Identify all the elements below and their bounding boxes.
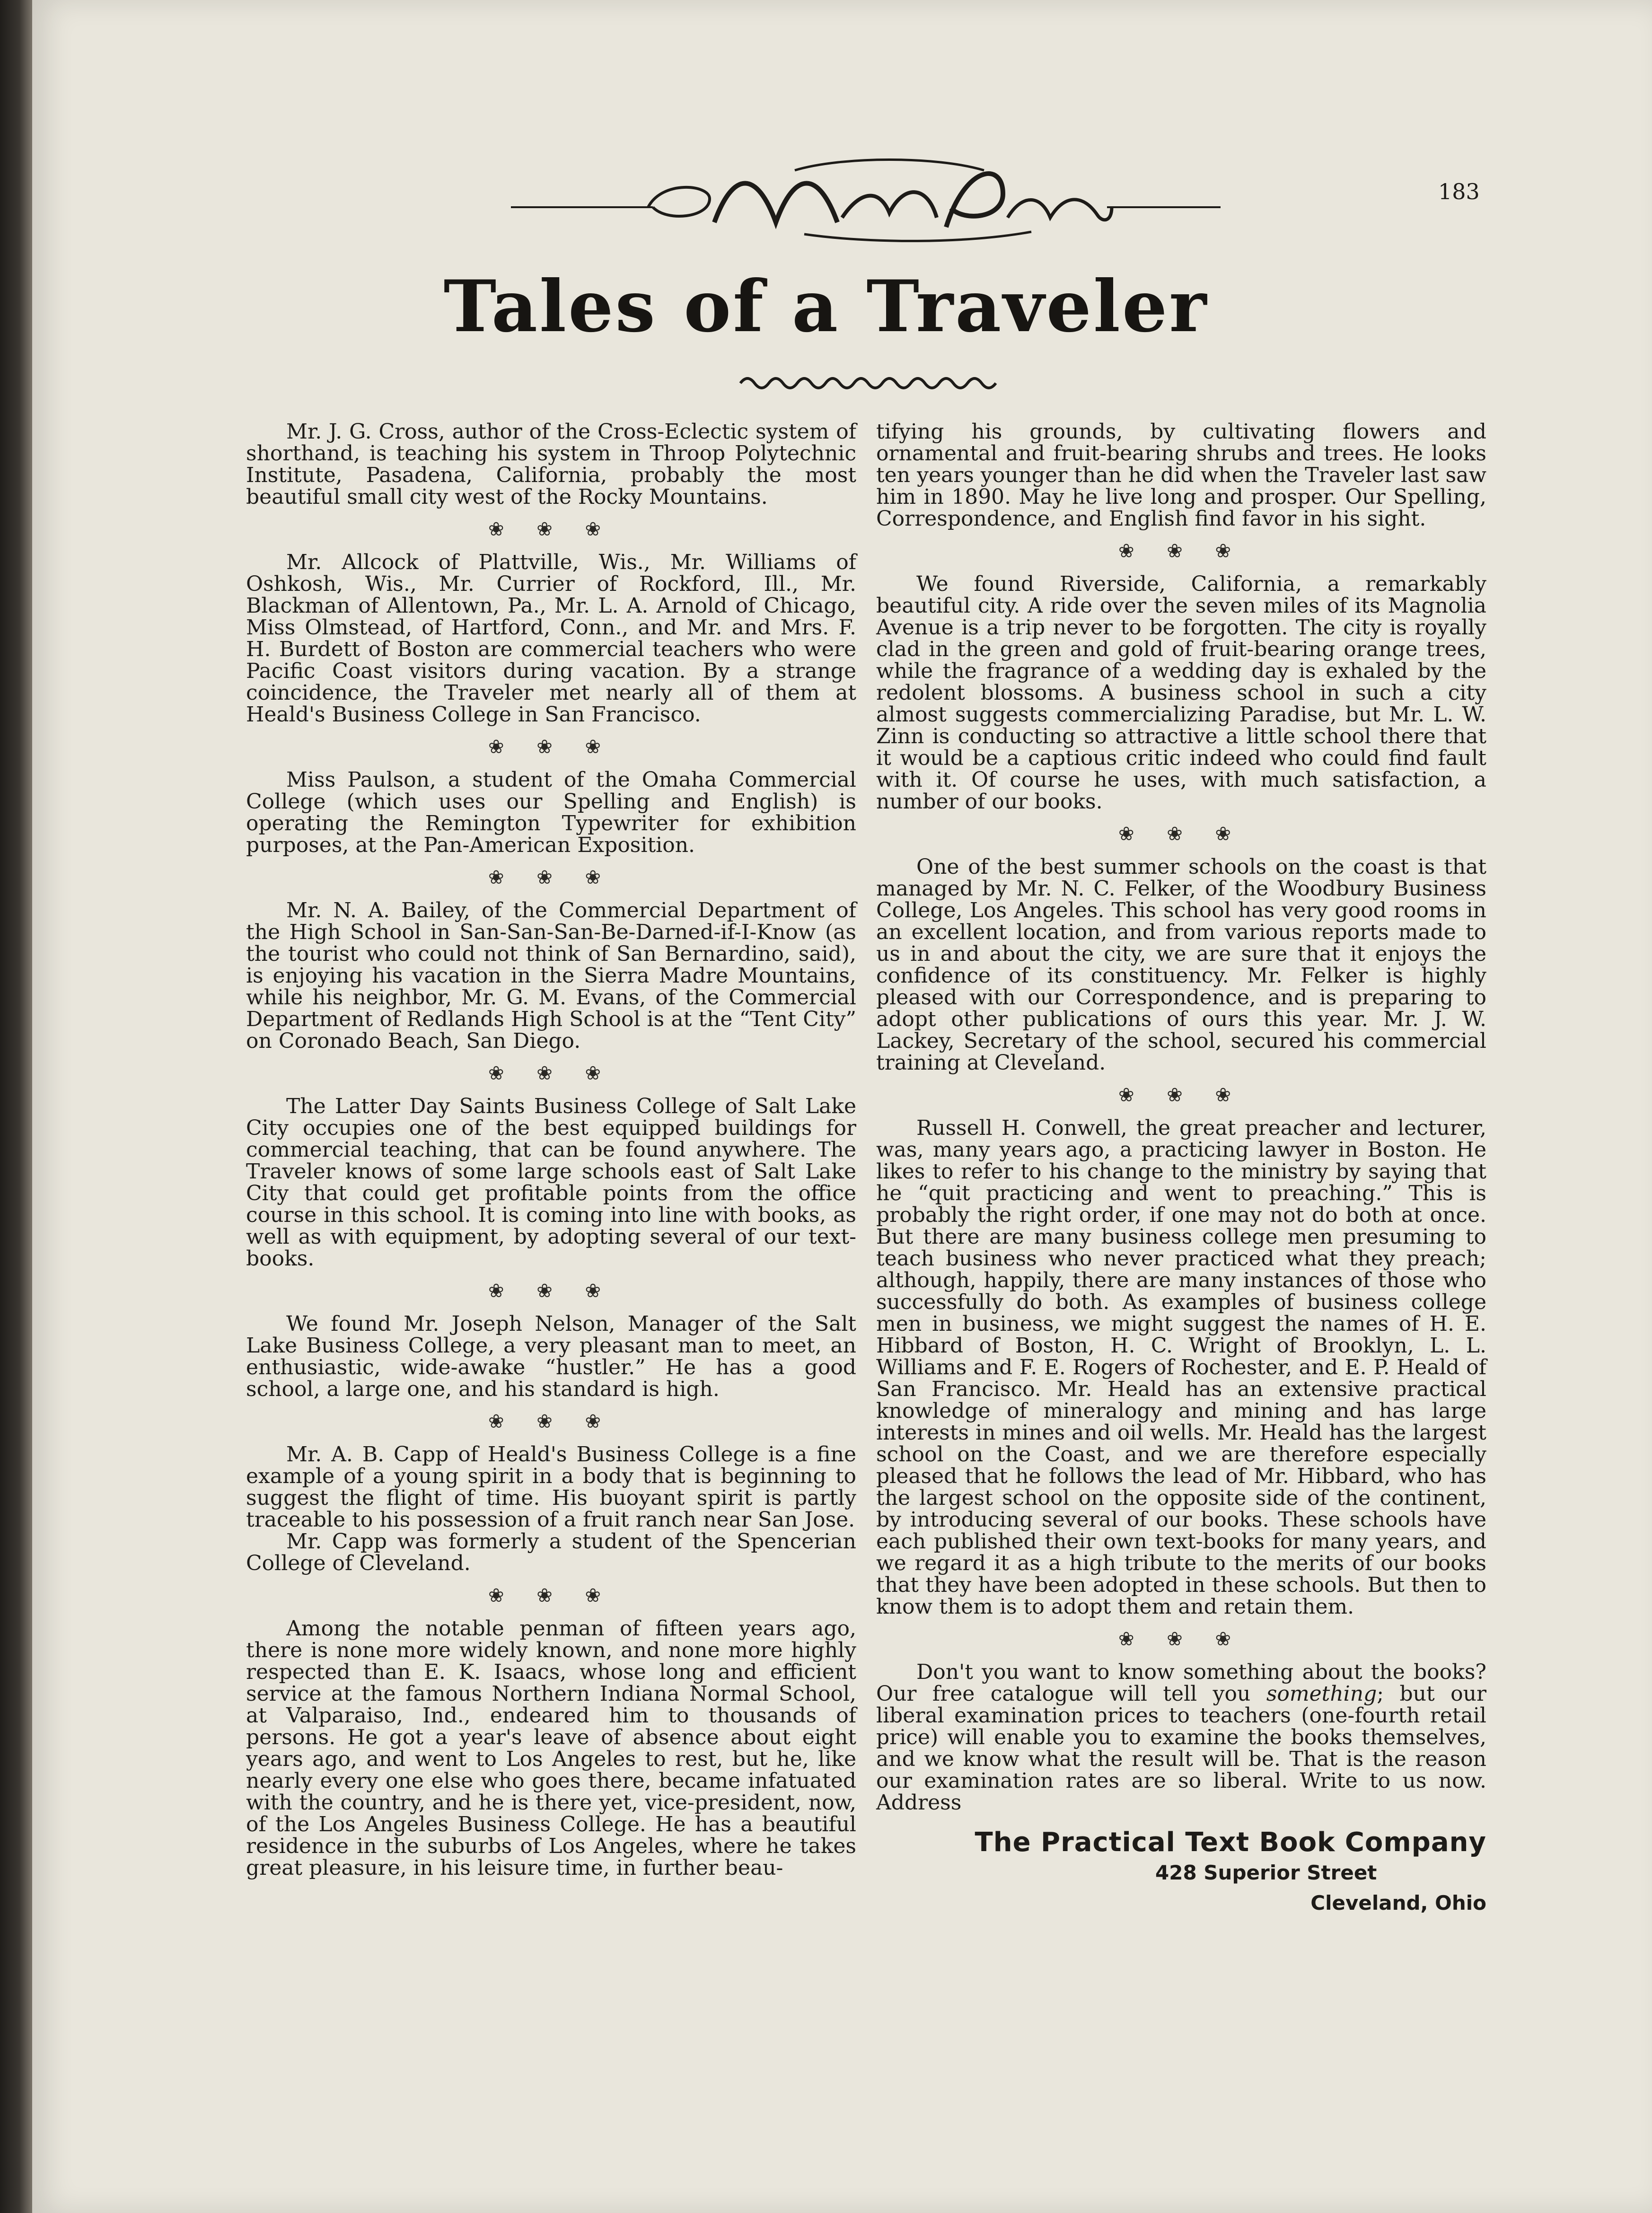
paragraph: We found Riverside, California, a remarkably beautiful city. A ride over the seven miles of its Magnolia Avenue is a trip never to be forgotten. The city is royally clad in the green and gold of fruit-bearing orange trees, while the fragrance of a wedding day is exhaled by the redolent blossoms. A business school in such a city almost suggests commercializing Paradise, but Mr. L. W. Zinn is conducting so attractive a little school there that it would be a captious critic indeed who could find fault with it. Of course he uses, with much satisfaction, a number of our books. — [876, 572, 1486, 814]
ornament-divider: ❀ ❀ ❀ — [488, 1585, 614, 1607]
closing-emphasis: something — [1266, 1682, 1377, 1706]
closing-paragraph — [876, 1661, 1486, 1814]
signature-company: The Practical Text Book Company — [975, 1827, 1486, 1858]
ornament-divider: ❀ ❀ ❀ — [488, 1411, 614, 1432]
page-number: 183 — [1438, 179, 1480, 204]
closing-text-a: Don't you want to know something about the books? Our free catalogue will tell you — [876, 1660, 1486, 1706]
article-title: Tales of a Traveler — [443, 265, 1209, 348]
ornament-divider: ❀ ❀ ❀ — [1118, 540, 1244, 562]
signature-city: Cleveland, Ohio — [1310, 1891, 1486, 1914]
ornament-divider: ❀ ❀ ❀ — [1118, 1628, 1244, 1650]
ornament-divider: ❀ ❀ ❀ — [488, 736, 614, 758]
paragraph: Among the notable penman of fifteen years ago, there is none more widely known, and none more highly respected than E. K. Isaacs, whose long and efficient service at the famous Northern Indiana Normal School, at Valparaiso, Ind., endeared him to thousands of persons. He got a year's leave of absence about eight years ago, and went to Los Angeles to rest, but he, like nearly every one else who goes there, became infatuated with the country, and he is there yet, vice-president, now, of the Los Angeles Business College. He has a beautiful residence in the suburbs of Los Angeles, where he takes great pleasure, in his leisure time, in further beau- — [246, 1616, 856, 1880]
paragraph: Mr. N. A. Bailey, of the Commercial Department of the High School in San-San-San-Be-Darned-if-I-Know (as the tourist who could not think of San Bernardino, said), is enjoying his vacation in the Sierra Madre Mountains, while his neighbor, Mr. G. M. Evans, of the Commercial Department of Redlands High School is at the “Tent City” on Coronado Beach, San Diego. — [246, 898, 856, 1053]
paragraph: tifying his grounds, by cultivating flowers and ornamental and fruit-bearing shrubs and trees. He looks ten years younger than he did when the Traveler last saw him in 1890. May he live long and prosper. Our Spelling, Correspondence, and English find favor in his sight. — [876, 420, 1486, 531]
paragraph: Mr. Capp was formerly a student of the Spencerian College of Cleveland. — [246, 1529, 856, 1575]
ornament-divider: ❀ ❀ ❀ — [488, 1280, 614, 1302]
ornament-divider: ❀ ❀ ❀ — [488, 1063, 614, 1084]
ornament-divider: ❀ ❀ ❀ — [488, 518, 614, 540]
closing-text-b: ; but our liberal examination prices to teachers (one-fourth retail price) will enable you to examine the books themselves, and we know what the result will be. That is the reason our examination rates are so liberal. Write to us now. Address — [876, 1682, 1486, 1815]
ornament-divider: ❀ ❀ ❀ — [1118, 823, 1244, 845]
masthead-logo — [511, 151, 1221, 246]
left-column — [246, 421, 856, 1879]
right-column — [876, 421, 1486, 1914]
paragraph: Mr. A. B. Capp of Heald's Business College is a fine example of a young spirit in a body that is beginning to suggest the flight of time. His buoyant spirit is partly traceable to his possession of a fruit ranch near San Jose. — [246, 1442, 856, 1532]
paragraph: We found Mr. Joseph Nelson, Manager of the Salt Lake Business College, a very pleasant man to meet, an enthusiastic, wide-awake “hustler.” He has a good school, a large one, and his standard is high. — [246, 1312, 856, 1401]
paragraph: Miss Paulson, a student of the Omaha Commercial College (which uses our Spelling and English) is operating the Remington Typewriter for exhibition purposes, at the Pan-American Exposition. — [246, 768, 856, 857]
paragraph: One of the best summer schools on the coast is that managed by Mr. N. C. Felker, of the Woodbury Business College, Los Angeles. This school has very good rooms in an excellent location, and from various reports made to us in and about the city, we are sure that it enjoys the confidence of its constituency. Mr. Felker is highly pleased with our Correspondence, and is preparing to adopt other publications of ours this year. Mr. J. W. Lackey, Secretary of the school, secured his commercial training at Cleveland. — [876, 855, 1486, 1075]
paragraph: Mr. J. G. Cross, author of the Cross-Eclectic system of shorthand, is teaching his system in Throop Polytechnic Institute, Pasadena, California, probably the most beautiful small city west of the Rocky Mountains. — [246, 420, 856, 509]
paragraph: Russell H. Conwell, the great preacher and lecturer, was, many years ago, a practicing lawyer in Boston. He likes to refer to his change to the ministry by saying that he “quit practicing and went to preaching.” This is probably the right order, if one may not do both at once. But there are many business college men presuming to teach business who never practiced what they preach; although, happily, there are many instances of those who successfully do both. As examples of business college men in business, we might suggest the names of H. E. Hibbard of Boston, H. C. Wright of Brooklyn, L. L. Williams and F. E. Rogers of Rochester, and E. P. Heald of San Francisco. Mr. Heald has an extensive practical knowledge of mineralogy and mining and has large interests in mines and oil wells. Mr. Heald has the largest school on the Coast, and we are therefore especially pleased that he follows the lead of Mr. Hibbard, who has the largest school on the opposite side of the continent, by introducing several of our books. These schools have each published their own text-books for many years, and we regard it as a high tribute to the merits of our books that they have been adopted in these schools. But then to know them is to adopt them and retain them. — [876, 1116, 1486, 1619]
ornament-divider: ❀ ❀ ❀ — [488, 867, 614, 888]
decorative-squiggle-icon — [738, 369, 1003, 393]
paragraph: The Latter Day Saints Business College of Salt Lake City occupies one of the best equipped buildings for commercial teaching, that can be found anywhere. The Traveler knows of some large schools east of Salt Lake City that could get profitable points from the office course in this school. It is coming into line with books, as well as with equipment, by adopting several of our text-books. — [246, 1094, 856, 1271]
ornament-divider: ❀ ❀ ❀ — [1118, 1084, 1244, 1106]
signature-street: 428 Superior Street — [1155, 1861, 1377, 1884]
paragraph: Mr. Allcock of Plattville, Wis., Mr. Williams of Oshkosh, Wis., Mr. Currier of Rockford, Ill., Mr. Blackman of Allentown, Pa., Mr. L. A. Arnold of Chicago, Miss Olmstead, of Hartford, Conn., and Mr. and Mrs. F. H. Burdett of Boston are commercial teachers who were Pacific Coast visitors during vacation. By a strange coincidence, the Traveler met nearly all of them at Heald's Business College in San Francisco. — [246, 550, 856, 727]
